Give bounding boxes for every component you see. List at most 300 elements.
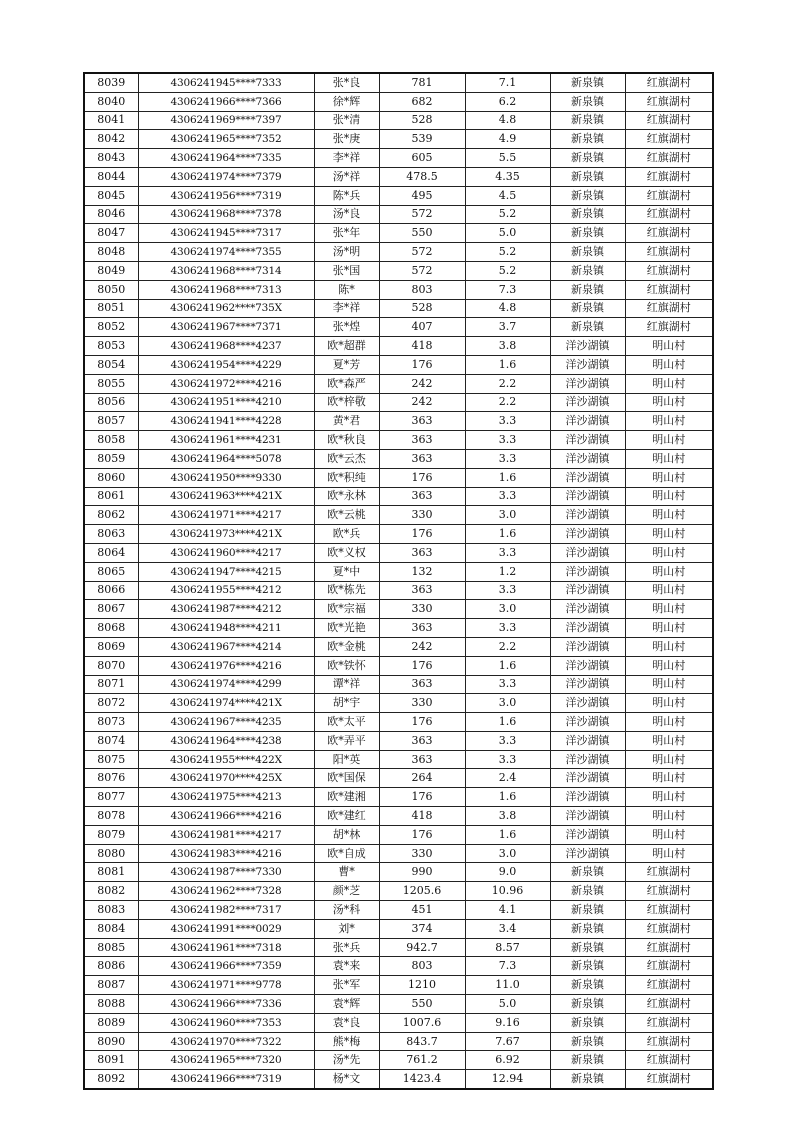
- cell-name: 张*国: [314, 261, 379, 280]
- cell-village: 红旗湖村: [625, 863, 713, 882]
- cell-name: 张*良: [314, 73, 379, 92]
- cell-amount: 539: [379, 130, 465, 149]
- cell-amount: 176: [379, 656, 465, 675]
- cell-village: 红旗湖村: [625, 957, 713, 976]
- cell-name: 张*军: [314, 976, 379, 995]
- cell-name: 曹*: [314, 863, 379, 882]
- cell-amount: 330: [379, 694, 465, 713]
- cell-row-number: 8078: [84, 807, 138, 826]
- cell-town: 新泉镇: [550, 919, 625, 938]
- cell-quantity: 7.3: [465, 957, 550, 976]
- table-row: [84, 750, 713, 769]
- table-row: [84, 1032, 713, 1051]
- cell-row-number: 8059: [84, 449, 138, 468]
- table-row: [84, 393, 713, 412]
- cell-amount: 572: [379, 243, 465, 262]
- cell-quantity: 3.3: [465, 543, 550, 562]
- cell-town: 洋沙湖镇: [550, 562, 625, 581]
- cell-row-number: 8089: [84, 1013, 138, 1032]
- cell-quantity: 12.94: [465, 1070, 550, 1089]
- table-row: [84, 111, 713, 130]
- cell-id-number: 4306241966****7336: [138, 995, 314, 1014]
- cell-quantity: 1.6: [465, 525, 550, 544]
- table-row: [84, 449, 713, 468]
- cell-town: 新泉镇: [550, 863, 625, 882]
- cell-amount: 374: [379, 919, 465, 938]
- cell-village: 红旗湖村: [625, 938, 713, 957]
- cell-name: 欧*兵: [314, 525, 379, 544]
- cell-quantity: 1.6: [465, 788, 550, 807]
- cell-row-number: 8079: [84, 825, 138, 844]
- cell-row-number: 8080: [84, 844, 138, 863]
- cell-amount: 418: [379, 807, 465, 826]
- cell-name: 陈*: [314, 280, 379, 299]
- cell-name: 欧*秋良: [314, 431, 379, 450]
- cell-quantity: 4.9: [465, 130, 550, 149]
- table-row: [84, 562, 713, 581]
- cell-id-number: 4306241965****7320: [138, 1051, 314, 1070]
- cell-quantity: 1.6: [465, 355, 550, 374]
- cell-amount: 407: [379, 318, 465, 337]
- cell-name: 欧*铁怀: [314, 656, 379, 675]
- table-row: [84, 506, 713, 525]
- table-row: [84, 280, 713, 299]
- cell-quantity: 2.2: [465, 393, 550, 412]
- cell-quantity: 1.2: [465, 562, 550, 581]
- cell-name: 欧*建红: [314, 807, 379, 826]
- cell-quantity: 3.0: [465, 694, 550, 713]
- cell-amount: 242: [379, 637, 465, 656]
- cell-quantity: 5.2: [465, 243, 550, 262]
- cell-id-number: 4306241961****4231: [138, 431, 314, 450]
- cell-amount: 176: [379, 788, 465, 807]
- cell-amount: 605: [379, 149, 465, 168]
- cell-town: 新泉镇: [550, 243, 625, 262]
- cell-name: 李*祥: [314, 299, 379, 318]
- cell-id-number: 4306241964****5078: [138, 449, 314, 468]
- cell-amount: 176: [379, 355, 465, 374]
- cell-name: 汤*良: [314, 205, 379, 224]
- table-row: [84, 825, 713, 844]
- cell-town: 洋沙湖镇: [550, 431, 625, 450]
- cell-quantity: 4.1: [465, 901, 550, 920]
- cell-row-number: 8053: [84, 337, 138, 356]
- cell-id-number: 4306241947****4215: [138, 562, 314, 581]
- cell-id-number: 4306241966****7366: [138, 92, 314, 111]
- cell-amount: 176: [379, 825, 465, 844]
- cell-town: 洋沙湖镇: [550, 374, 625, 393]
- cell-village: 明山村: [625, 694, 713, 713]
- cell-amount: 803: [379, 280, 465, 299]
- cell-quantity: 5.2: [465, 205, 550, 224]
- cell-amount: 781: [379, 73, 465, 92]
- cell-name: 欧*梓敬: [314, 393, 379, 412]
- table-row: [84, 600, 713, 619]
- cell-name: 汤*科: [314, 901, 379, 920]
- cell-row-number: 8076: [84, 769, 138, 788]
- cell-quantity: 3.3: [465, 449, 550, 468]
- cell-id-number: 4306241991****0029: [138, 919, 314, 938]
- cell-id-number: 4306241962****735X: [138, 299, 314, 318]
- cell-amount: 242: [379, 374, 465, 393]
- cell-row-number: 8051: [84, 299, 138, 318]
- cell-amount: 528: [379, 299, 465, 318]
- cell-row-number: 8061: [84, 487, 138, 506]
- records-table-body: [84, 73, 713, 1089]
- cell-quantity: 11.0: [465, 976, 550, 995]
- cell-town: 洋沙湖镇: [550, 807, 625, 826]
- cell-row-number: 8069: [84, 637, 138, 656]
- table-row: [84, 844, 713, 863]
- cell-village: 明山村: [625, 731, 713, 750]
- cell-village: 红旗湖村: [625, 149, 713, 168]
- table-row: [84, 149, 713, 168]
- cell-town: 新泉镇: [550, 1032, 625, 1051]
- cell-village: 明山村: [625, 713, 713, 732]
- cell-village: 红旗湖村: [625, 243, 713, 262]
- cell-village: 红旗湖村: [625, 167, 713, 186]
- cell-row-number: 8060: [84, 468, 138, 487]
- cell-town: 洋沙湖镇: [550, 619, 625, 638]
- cell-row-number: 8043: [84, 149, 138, 168]
- cell-town: 新泉镇: [550, 73, 625, 92]
- cell-quantity: 3.0: [465, 844, 550, 863]
- cell-village: 明山村: [625, 468, 713, 487]
- cell-row-number: 8066: [84, 581, 138, 600]
- cell-row-number: 8067: [84, 600, 138, 619]
- table-row: [84, 167, 713, 186]
- table-row: [84, 694, 713, 713]
- cell-town: 洋沙湖镇: [550, 769, 625, 788]
- cell-quantity: 1.6: [465, 825, 550, 844]
- cell-amount: 363: [379, 487, 465, 506]
- cell-town: 新泉镇: [550, 957, 625, 976]
- cell-row-number: 8092: [84, 1070, 138, 1089]
- cell-town: 洋沙湖镇: [550, 525, 625, 544]
- cell-id-number: 4306241964****4238: [138, 731, 314, 750]
- cell-town: 洋沙湖镇: [550, 750, 625, 769]
- cell-amount: 572: [379, 205, 465, 224]
- cell-amount: 682: [379, 92, 465, 111]
- cell-amount: 176: [379, 525, 465, 544]
- table-row: [84, 412, 713, 431]
- cell-id-number: 4306241968****7314: [138, 261, 314, 280]
- cell-village: 明山村: [625, 412, 713, 431]
- cell-name: 欧*栋先: [314, 581, 379, 600]
- cell-village: 红旗湖村: [625, 280, 713, 299]
- table-row: [84, 468, 713, 487]
- cell-town: 洋沙湖镇: [550, 449, 625, 468]
- cell-id-number: 4306241941****4228: [138, 412, 314, 431]
- cell-town: 新泉镇: [550, 130, 625, 149]
- cell-name: 欧*积纯: [314, 468, 379, 487]
- cell-id-number: 4306241970****7322: [138, 1032, 314, 1051]
- cell-town: 洋沙湖镇: [550, 675, 625, 694]
- cell-id-number: 4306241971****4217: [138, 506, 314, 525]
- cell-name: 欧*义权: [314, 543, 379, 562]
- cell-row-number: 8049: [84, 261, 138, 280]
- cell-amount: 550: [379, 995, 465, 1014]
- table-row: [84, 1070, 713, 1089]
- cell-village: 红旗湖村: [625, 224, 713, 243]
- cell-amount: 1423.4: [379, 1070, 465, 1089]
- cell-row-number: 8054: [84, 355, 138, 374]
- cell-name: 欧*国保: [314, 769, 379, 788]
- cell-id-number: 4306241965****7352: [138, 130, 314, 149]
- cell-town: 新泉镇: [550, 92, 625, 111]
- cell-quantity: 3.3: [465, 412, 550, 431]
- cell-quantity: 2.2: [465, 374, 550, 393]
- cell-name: 欧*建湘: [314, 788, 379, 807]
- cell-quantity: 8.57: [465, 938, 550, 957]
- cell-village: 明山村: [625, 487, 713, 506]
- cell-name: 熊*梅: [314, 1032, 379, 1051]
- cell-amount: 176: [379, 713, 465, 732]
- cell-village: 红旗湖村: [625, 919, 713, 938]
- cell-row-number: 8062: [84, 506, 138, 525]
- cell-village: 红旗湖村: [625, 901, 713, 920]
- cell-town: 洋沙湖镇: [550, 543, 625, 562]
- table-row: [84, 901, 713, 920]
- cell-amount: 528: [379, 111, 465, 130]
- cell-amount: 363: [379, 581, 465, 600]
- cell-row-number: 8063: [84, 525, 138, 544]
- cell-row-number: 8071: [84, 675, 138, 694]
- cell-quantity: 3.0: [465, 506, 550, 525]
- table-row: [84, 224, 713, 243]
- table-row: [84, 205, 713, 224]
- table-row: [84, 374, 713, 393]
- cell-id-number: 4306241968****4237: [138, 337, 314, 356]
- cell-row-number: 8073: [84, 713, 138, 732]
- cell-amount: 843.7: [379, 1032, 465, 1051]
- cell-amount: 363: [379, 543, 465, 562]
- table-row: [84, 769, 713, 788]
- cell-village: 红旗湖村: [625, 995, 713, 1014]
- table-row: [84, 261, 713, 280]
- cell-name: 胡*宇: [314, 694, 379, 713]
- cell-village: 明山村: [625, 788, 713, 807]
- cell-id-number: 4306241970****425X: [138, 769, 314, 788]
- cell-id-number: 4306241960****4217: [138, 543, 314, 562]
- cell-name: 张*清: [314, 111, 379, 130]
- cell-quantity: 6.2: [465, 92, 550, 111]
- cell-village: 明山村: [625, 675, 713, 694]
- cell-town: 新泉镇: [550, 318, 625, 337]
- cell-village: 明山村: [625, 637, 713, 656]
- cell-name: 欧*森严: [314, 374, 379, 393]
- cell-town: 洋沙湖镇: [550, 825, 625, 844]
- cell-village: 明山村: [625, 393, 713, 412]
- cell-town: 新泉镇: [550, 995, 625, 1014]
- cell-village: 明山村: [625, 581, 713, 600]
- cell-row-number: 8077: [84, 788, 138, 807]
- cell-id-number: 4306241987****7330: [138, 863, 314, 882]
- cell-id-number: 4306241968****7378: [138, 205, 314, 224]
- table-row: [84, 863, 713, 882]
- table-row: [84, 656, 713, 675]
- table-row: [84, 637, 713, 656]
- cell-town: 新泉镇: [550, 167, 625, 186]
- cell-town: 新泉镇: [550, 186, 625, 205]
- cell-id-number: 4306241973****421X: [138, 525, 314, 544]
- cell-name: 欧*宗福: [314, 600, 379, 619]
- cell-row-number: 8058: [84, 431, 138, 450]
- cell-name: 胡*林: [314, 825, 379, 844]
- cell-row-number: 8072: [84, 694, 138, 713]
- cell-quantity: 1.6: [465, 713, 550, 732]
- cell-village: 明山村: [625, 769, 713, 788]
- cell-village: 明山村: [625, 750, 713, 769]
- cell-town: 洋沙湖镇: [550, 637, 625, 656]
- table-row: [84, 299, 713, 318]
- cell-row-number: 8074: [84, 731, 138, 750]
- cell-quantity: 9.0: [465, 863, 550, 882]
- cell-village: 红旗湖村: [625, 111, 713, 130]
- table-row: [84, 73, 713, 92]
- cell-village: 红旗湖村: [625, 130, 713, 149]
- cell-name: 汤*明: [314, 243, 379, 262]
- cell-quantity: 1.6: [465, 656, 550, 675]
- cell-name: 汤*祥: [314, 167, 379, 186]
- cell-quantity: 1.6: [465, 468, 550, 487]
- cell-amount: 363: [379, 412, 465, 431]
- cell-village: 红旗湖村: [625, 1032, 713, 1051]
- cell-quantity: 5.0: [465, 995, 550, 1014]
- cell-amount: 363: [379, 449, 465, 468]
- cell-id-number: 4306241982****7317: [138, 901, 314, 920]
- cell-town: 新泉镇: [550, 111, 625, 130]
- cell-town: 新泉镇: [550, 882, 625, 901]
- cell-id-number: 4306241966****7319: [138, 1070, 314, 1089]
- cell-name: 欧*云杰: [314, 449, 379, 468]
- cell-row-number: 8041: [84, 111, 138, 130]
- cell-town: 新泉镇: [550, 299, 625, 318]
- cell-town: 新泉镇: [550, 938, 625, 957]
- cell-row-number: 8044: [84, 167, 138, 186]
- cell-row-number: 8055: [84, 374, 138, 393]
- cell-name: 欧*金桃: [314, 637, 379, 656]
- cell-name: 张*年: [314, 224, 379, 243]
- cell-row-number: 8045: [84, 186, 138, 205]
- cell-id-number: 4306241967****7371: [138, 318, 314, 337]
- cell-amount: 363: [379, 750, 465, 769]
- table-row: [84, 788, 713, 807]
- table-row: [84, 581, 713, 600]
- cell-town: 新泉镇: [550, 901, 625, 920]
- cell-town: 洋沙湖镇: [550, 694, 625, 713]
- cell-amount: 451: [379, 901, 465, 920]
- cell-amount: 803: [379, 957, 465, 976]
- cell-amount: 495: [379, 186, 465, 205]
- cell-quantity: 4.8: [465, 111, 550, 130]
- cell-name: 杨*文: [314, 1070, 379, 1089]
- cell-name: 袁*来: [314, 957, 379, 976]
- table-row: [84, 957, 713, 976]
- cell-name: 欧*太平: [314, 713, 379, 732]
- cell-row-number: 8056: [84, 393, 138, 412]
- cell-id-number: 4306241966****4216: [138, 807, 314, 826]
- cell-id-number: 4306241962****7328: [138, 882, 314, 901]
- cell-row-number: 8083: [84, 901, 138, 920]
- cell-id-number: 4306241954****4229: [138, 355, 314, 374]
- cell-name: 黄*君: [314, 412, 379, 431]
- cell-id-number: 4306241967****4235: [138, 713, 314, 732]
- cell-village: 红旗湖村: [625, 186, 713, 205]
- table-row: [84, 1013, 713, 1032]
- cell-village: 明山村: [625, 619, 713, 638]
- cell-town: 新泉镇: [550, 224, 625, 243]
- cell-town: 洋沙湖镇: [550, 788, 625, 807]
- table-row: [84, 938, 713, 957]
- cell-name: 欧*光艳: [314, 619, 379, 638]
- cell-id-number: 4306241963****421X: [138, 487, 314, 506]
- cell-amount: 330: [379, 506, 465, 525]
- cell-amount: 418: [379, 337, 465, 356]
- cell-town: 新泉镇: [550, 261, 625, 280]
- cell-quantity: 3.3: [465, 731, 550, 750]
- cell-town: 洋沙湖镇: [550, 393, 625, 412]
- cell-town: 洋沙湖镇: [550, 600, 625, 619]
- cell-village: 红旗湖村: [625, 73, 713, 92]
- cell-id-number: 4306241945****7317: [138, 224, 314, 243]
- cell-village: 明山村: [625, 506, 713, 525]
- table-row: [84, 525, 713, 544]
- cell-id-number: 4306241976****4216: [138, 656, 314, 675]
- table-row: [84, 186, 713, 205]
- cell-name: 张*兵: [314, 938, 379, 957]
- cell-id-number: 4306241966****7359: [138, 957, 314, 976]
- cell-row-number: 8090: [84, 1032, 138, 1051]
- cell-amount: 363: [379, 619, 465, 638]
- cell-row-number: 8042: [84, 130, 138, 149]
- cell-amount: 550: [379, 224, 465, 243]
- cell-name: 欧*超群: [314, 337, 379, 356]
- cell-town: 新泉镇: [550, 149, 625, 168]
- table-row: [84, 731, 713, 750]
- cell-name: 徐*辉: [314, 92, 379, 111]
- table-row: [84, 243, 713, 262]
- cell-row-number: 8088: [84, 995, 138, 1014]
- cell-row-number: 8075: [84, 750, 138, 769]
- cell-name: 欧*云桃: [314, 506, 379, 525]
- cell-name: 阳*英: [314, 750, 379, 769]
- cell-name: 欧*弄平: [314, 731, 379, 750]
- cell-row-number: 8068: [84, 619, 138, 638]
- cell-name: 夏*中: [314, 562, 379, 581]
- cell-village: 红旗湖村: [625, 1051, 713, 1070]
- table-row: [84, 713, 713, 732]
- table-row: [84, 1051, 713, 1070]
- cell-quantity: 4.35: [465, 167, 550, 186]
- cell-quantity: 3.3: [465, 750, 550, 769]
- cell-name: 谭*祥: [314, 675, 379, 694]
- cell-row-number: 8064: [84, 543, 138, 562]
- cell-row-number: 8050: [84, 280, 138, 299]
- cell-town: 洋沙湖镇: [550, 713, 625, 732]
- cell-quantity: 5.2: [465, 261, 550, 280]
- cell-row-number: 8039: [84, 73, 138, 92]
- cell-village: 红旗湖村: [625, 1013, 713, 1032]
- cell-amount: 942.7: [379, 938, 465, 957]
- table-row: [84, 487, 713, 506]
- cell-town: 新泉镇: [550, 205, 625, 224]
- cell-id-number: 4306241955****422X: [138, 750, 314, 769]
- cell-name: 张*庚: [314, 130, 379, 149]
- cell-id-number: 4306241971****9778: [138, 976, 314, 995]
- cell-town: 洋沙湖镇: [550, 337, 625, 356]
- cell-town: 洋沙湖镇: [550, 656, 625, 675]
